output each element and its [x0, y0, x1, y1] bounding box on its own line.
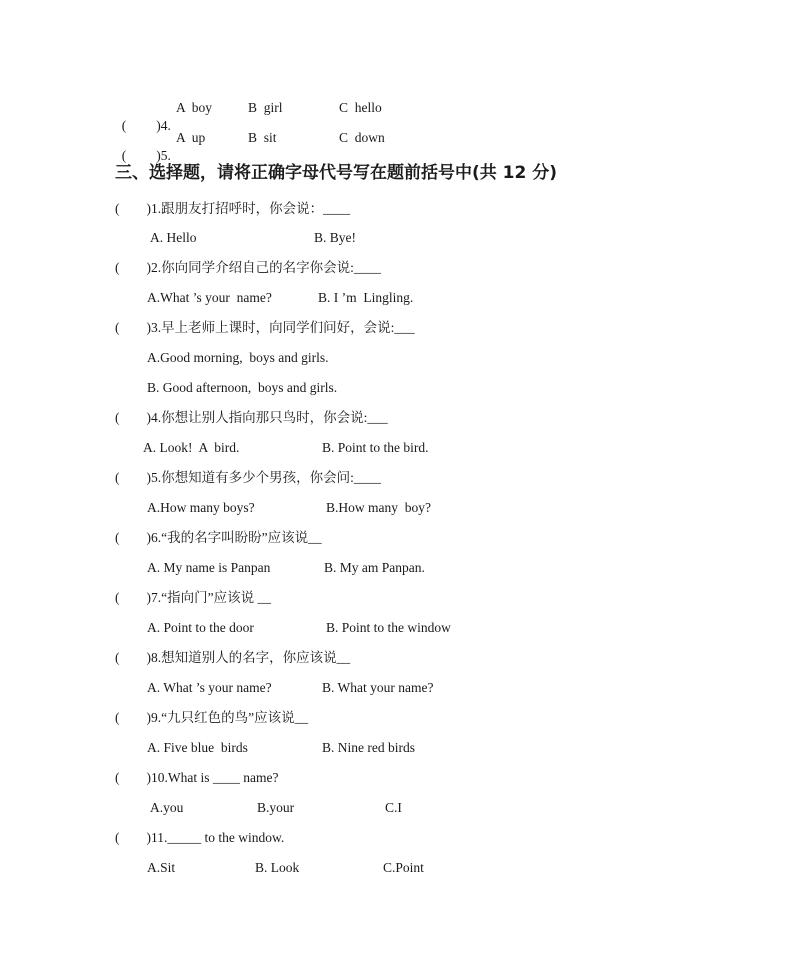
question-text: 你向同学介绍自己的名字你会说:____: [161, 260, 381, 275]
question-text: “九只红色的鸟”应该说__: [161, 710, 309, 725]
question-5: [115, 469, 381, 487]
option-a: A. Five blue birds: [147, 740, 248, 755]
option-b: B. I ’m Lingling.: [318, 290, 414, 305]
item-paren: (: [121, 148, 127, 163]
option-b: B. Point to the window: [326, 620, 451, 635]
question-text: 你想知道有多少个男孩，你会问:____: [161, 470, 381, 485]
question-4: [115, 409, 388, 427]
question-10: [115, 769, 278, 787]
option-b: B.your: [257, 800, 295, 815]
question-prefix: ( )8.: [115, 650, 162, 665]
question-1: [115, 200, 350, 218]
item-number: )5.: [156, 148, 171, 163]
option-a: A. Point to the door: [147, 620, 254, 635]
question-text: 你想让别人指向那只鸟时，你会说:___: [161, 410, 388, 425]
question-3: [115, 319, 415, 337]
top-item-5: [115, 129, 171, 165]
option-c: C.I: [385, 800, 402, 815]
question-8: [115, 649, 350, 667]
question-prefix: ( )5.: [115, 470, 162, 485]
question-prefix: ( )11.: [115, 830, 168, 845]
option-a: A. What ’s your name?: [147, 680, 272, 695]
question-text: “我的名字叫盼盼”应该说__: [161, 530, 322, 545]
question-prefix: ( )2.: [115, 260, 162, 275]
question-7: [115, 589, 271, 607]
option-b: B girl: [248, 100, 283, 115]
section-heading: 三、选择题，请将正确字母代号写在题前括号中(共 12 分): [115, 163, 558, 183]
item-number: )4.: [156, 118, 171, 133]
option-a: A.Sit: [147, 860, 176, 875]
question-text: 跟朋友打招呼时，你会说：____: [161, 201, 351, 216]
option-a: A.How many boys?: [147, 500, 255, 515]
option-a: A. My name is Panpan: [147, 560, 271, 575]
option-c: C.Point: [383, 860, 424, 875]
question-11: [115, 829, 284, 847]
option-a: A up: [176, 130, 206, 145]
option-c: C down: [339, 130, 385, 145]
question-text: _____ to the window.: [167, 830, 285, 845]
option-a: A boy: [176, 100, 213, 115]
option-b: B. What your name?: [322, 680, 434, 695]
option-b: B. Look: [255, 860, 300, 875]
question-text: What is ____ name?: [167, 770, 279, 785]
question-prefix: ( )6.: [115, 530, 162, 545]
option-b: B. Point to the bird.: [322, 440, 429, 455]
question-text: “指向门”应该说 __: [161, 590, 271, 605]
question-text: 早上老师上课时，向同学们问好，会说:___: [161, 320, 415, 335]
option-b: B sit: [248, 130, 277, 145]
option-c: C hello: [339, 100, 382, 115]
question-prefix: ( )3.: [115, 320, 162, 335]
question-prefix: ( )9.: [115, 710, 162, 725]
option-a: A.Good morning, boys and girls.: [147, 350, 329, 365]
option-b: B. Good afternoon, boys and girls.: [147, 380, 338, 395]
option-a: A.What ’s your name?: [147, 290, 272, 305]
option-a: A.you: [150, 800, 184, 815]
question-9: [115, 709, 308, 727]
option-b: B. Bye!: [314, 230, 356, 245]
question-2: [115, 259, 381, 277]
option-a: A. Look! A bird.: [143, 440, 240, 455]
question-prefix: ( )10.: [115, 770, 168, 785]
question-prefix: ( )4.: [115, 410, 162, 425]
question-prefix: ( )7.: [115, 590, 162, 605]
question-text: 想知道别人的名字，你应该说__: [161, 650, 351, 665]
option-b: B. My am Panpan.: [324, 560, 425, 575]
option-a: A. Hello: [150, 230, 197, 245]
option-b: B.How many boy?: [326, 500, 431, 515]
question-prefix: ( )1.: [115, 201, 162, 216]
option-b: B. Nine red birds: [322, 740, 415, 755]
question-6: [115, 529, 322, 547]
item-paren: (: [121, 118, 127, 133]
